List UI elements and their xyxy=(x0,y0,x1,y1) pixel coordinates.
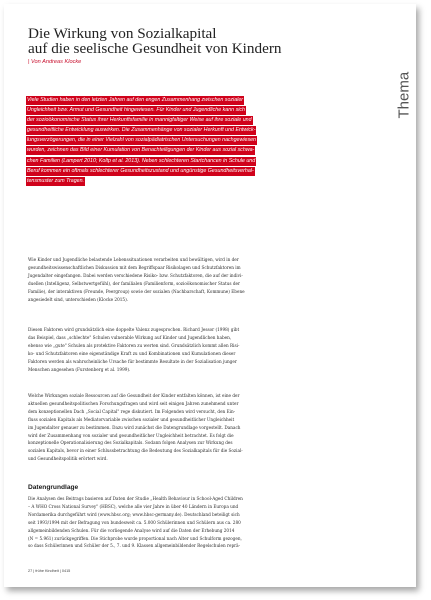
text-line: Welche Wirkungen soziale Ressourcen auf die Gesundheit der Kinder entfalten können, ist eine der xyxy=(28,393,240,398)
text-line: fluss sozialen Kapitals als Mediatorvariable zwischen sozialer und gesundheitlicher Ungleichheit xyxy=(28,416,235,422)
magazine-page xyxy=(4,4,416,587)
body-paragraph-3 xyxy=(28,392,388,463)
text-line: Familie), der interaktiven (Freunde, Peergroup) sowie der sozialen (Nachbarschaft, Kommune) Ebene xyxy=(28,288,245,294)
title-line: Die Wirkung von Sozialkapital xyxy=(28,25,217,42)
lead-line: Beruf kommen ein oftmals schlechterer Gesundheitszustand und ungünstige Gesundheitsverhal- xyxy=(27,167,254,174)
lead-line: tensmuster zum Tragen. xyxy=(27,177,85,184)
text-line: ko- und Schutzfaktoren eine eigenständige Kraft zu und Kombinationen und Kumulationen dieser xyxy=(28,350,236,356)
lead-paragraph xyxy=(26,95,393,186)
lead-line: Ungleichheit bzw. Armut und Gesundheit hingewiesen. Für Kinder und Jugendliche kann sich xyxy=(27,107,245,114)
text-line: konzeptionelle Operationalisierung des Sozialkapitals. Sodann folgen Analysen zur Wirkung des xyxy=(28,440,233,446)
text-line: das Beispiel, dass „schlechte" Schulen vulnerable Wirkung auf Kinder und Jugendlichen haben, xyxy=(28,334,232,340)
lead-line: wurden, zeichnen das Bild einer Kumulation von Benachteiligungen der Kinder aus sozial schwa- xyxy=(27,147,255,154)
body-paragraph-2 xyxy=(28,326,388,373)
lead-line: lungsverzögerungen, die in einer Vielzahl von sozialpädiatrischen Untersuchungen nachgewiesen xyxy=(27,137,256,144)
text-line: seit 1993/1994 mit der Befragung von bundesweit ca. 5.000 Schülerinnen und Schülern aus ca. 280 xyxy=(28,519,241,525)
title-line: auf die seelische Gesundheit von Kindern xyxy=(28,40,282,57)
text-line: sozialen Kapitals, bevor in einer Schlussbetrachtung die Bedeutung des Sozialkapitals für die Sozial- xyxy=(28,448,243,454)
text-line: (N = 5.961) zurückgegriffen. Die Stichprobe wurde proportional nach Alter und Schulform gezogen, xyxy=(28,535,242,541)
text-line: so dass Schülerinnen und Schüler der 5., 7. und 9. Klassen allgemeinbildender Regelschulen reprä- xyxy=(28,543,241,549)
text-line: wird der Zusammenhang von sozialer und gesundheitlicher Ungleichheit betrachtet. Es folgt die xyxy=(28,432,234,438)
text-line: angesiedelt sind, unterschieden (Klocke 2015). xyxy=(28,296,129,302)
section-marker xyxy=(394,32,414,132)
article-title xyxy=(28,26,378,56)
text-line: im Jugendalter genauer zu bestimmen. Dazu wird zunächst die Datengrundlage vorgestellt. Danach xyxy=(28,424,241,430)
page-footer: 27 | frühe Kindheit | 0415 xyxy=(28,569,71,573)
author-byline: | Von Andreas Klocke xyxy=(28,59,82,65)
text-line: und Gesundheitspolitik erörtert wird. xyxy=(28,456,108,462)
body-paragraph-1 xyxy=(28,256,388,303)
text-line: Wie Kinder und Jugendliche belastende Lebenssituationen verarbeiten und bewältigen, wird in der xyxy=(28,257,239,262)
text-line: gesundheitswissenschaftlichen Diskussion mit dem Begriffspaar Risikolagen und Schutzfaktoren im xyxy=(28,264,241,270)
text-line: Nordamerika durchgeführt wird (www.hbsc.org; www.hbsc-germany.de). Deutschland beteiligt sich xyxy=(28,511,240,517)
text-line: – A WHO Cross National Survey" (HBSC), welche alle vier Jahre in über 40 Ländern in Europa und xyxy=(28,503,239,509)
text-line: Diesen Faktoren wird grundsätzlich eine doppelte Valenz zugesprochen. Richard Jessor (1998) gibt xyxy=(28,327,240,332)
text-line: Die Analysen des Beitrags basieren auf Daten der Studie „Health Behaviour in School-Aged Children xyxy=(28,496,243,501)
text-line: ebenso wie „gute" Schulen als protektive Faktoren zu werten sind. Grundsätzlich kommt allen Risi- xyxy=(28,342,240,348)
text-line: Jugendalter eingefangen. Dabei werden verschiedene Risiko- bzw. Schutzfaktoren, die auf der indivi- xyxy=(28,272,243,278)
lead-line: chen Familien (Lampert 2010; Koltp et al. 2013). Neben schlechteren Startchancen in Schule und xyxy=(27,157,256,164)
text-line: aktuellen gesundheitspolitischen Forschungsfragen und wird seit einigen Jahren zunehmend unter xyxy=(28,400,239,406)
text-line: Menschen angesehen (Furstenberg et al. 1999). xyxy=(28,366,131,372)
text-line: Faktoren werden als wahrscheinliche Ursache für bestimmte Resultate in der Sozialisation junger xyxy=(28,358,237,364)
lead-line: gesundheitliche Entwicklung auswirken. Die Zusammenhänge von sozialer Herkunft und Entwick- xyxy=(27,127,256,134)
text-line: dem konzeptionellen Dach „Social Capital" rege diskutiert. Im Folgenden wird versucht, den Ein- xyxy=(28,408,236,414)
text-line: allgemeinbildenden Schulen. Für die vorliegende Analyse wird auf die Daten der Erhebung 2014 xyxy=(28,527,235,533)
body-paragraph-4 xyxy=(28,495,388,550)
section-label: Thema xyxy=(395,71,413,119)
lead-line: Viele Studien haben in den letzten Jahren auf den engen Zusammenhang zwischen sozialer xyxy=(27,97,244,103)
section-heading: Datengrundlage xyxy=(28,484,79,491)
text-line: duellen (Intelligenz, Selbstwertgefühl), der familialen (Familienform, sozioökonomischer Status der xyxy=(28,280,241,286)
lead-line: der sozioökonomische Status ihrer Herkunftsfamilie in mannigfaltiger Weise auf ihre soziale und xyxy=(27,117,252,124)
